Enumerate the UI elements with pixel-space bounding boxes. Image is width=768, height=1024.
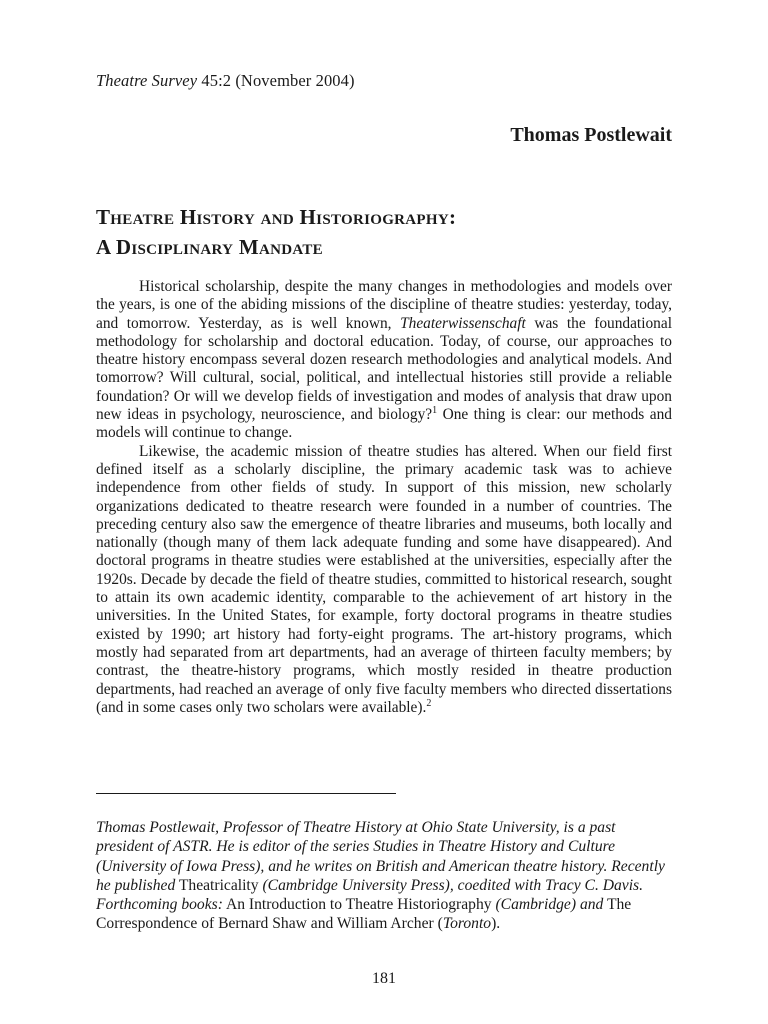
bio-paren-open: ( [437,915,443,933]
paragraph-2 [96,443,672,717]
page-number: 181 [372,970,396,987]
bio-paren-close: ). [491,915,501,933]
p2-text: Likewise, the academic mission of theatre studies has altered. When our field first defined itself as a scholarly discipline, the primary academic task was to achieve independence from other fields of study. In support of this mission, new scholarly organizations dedicated to theatre research were founded in a number of countries. The preceding century also saw the emergence of theatre libraries and museums, both locally and nationally (though many of them lack adequate funding and some have disappeared). And doctoral programs in theatre studies were established at the universities, especially after the 1920s. Decade by decade the field of theatre studies, committed to historical research, sought to attain its own academic identity, comparable to the achievement of art history in the universities. In the United States, for example, forty doctoral programs in theatre studies existed by 1990; art history had forty-eight programs. The art-history programs, which mostly had separated from art departments, had an average of thirteen faculty members; by contrast, the theatre-history programs, which mostly resided in theatre production departments, had reached an average of only five faculty members who directed dissertations (and in some cases only two scholars were available). [96,442,672,716]
bio-text-b: (Cambridge University Press), coedited with Tracy C. Davis. Forthcoming books: [96,876,644,914]
author-bio-footnote [96,818,672,934]
p1-text-b: was the foundational methodology for scholarship and doctoral education. Today, of course, our approaches to theatre history encompass several dozen research methodologies and analytical models. And tomorrow? Will cultural, social, political, and intellectual histories still provide a reliable foundation? Or will we develop fields of investigation and modes of analysis that draw upon new ideas in psychology, neuroscience, and biology? [96,314,672,424]
footnote-divider [96,793,396,794]
paragraph-1 [96,278,672,443]
article-title [96,202,456,262]
author-name: Thomas Postlewait [510,124,672,146]
bio-text-a: Thomas Postlewait, Professor of Theatre History at Ohio State University, is a past president of ASTR. He is editor of the series Studies in Theatre History and Culture (University of Iowa Press), and he writes on British and American theatre history. Recently he published [96,819,665,894]
journal-name: Theatre Survey [96,71,198,90]
p1-text-c: One thing is clear: our methods and models will continue to change. [96,406,672,442]
journal-citation [96,70,355,92]
p1-text-a: Historical scholarship, despite the many changes in methodologies and models over the years, is one of the abiding missions of the discipline of theatre studies: yesterday, today, and tomorrow. Yesterday, as is well known, [96,278,672,332]
book-title-historiography: An Introduction to Theatre Historiography [225,896,492,914]
title-line-1: Theatre History and Historiography: [96,205,457,229]
footnote-marker-1: 1 [432,404,438,416]
journal-issue: 45:2 (November 2004) [201,71,355,90]
article-body [96,278,672,717]
footnote-marker-2: 2 [426,697,432,709]
title-line-2: A Disciplinary Mandate [96,235,323,259]
book-title-correspondence: The Correspondence of Bernard Shaw and William Archer [96,896,632,933]
p1-term: Theaterwissenschaft [400,314,526,332]
bio-text-c: (Cambridge) and [495,896,604,914]
book-title-theatricality: Theatricality [178,876,259,894]
bio-publisher-toronto: Toronto [442,915,492,933]
